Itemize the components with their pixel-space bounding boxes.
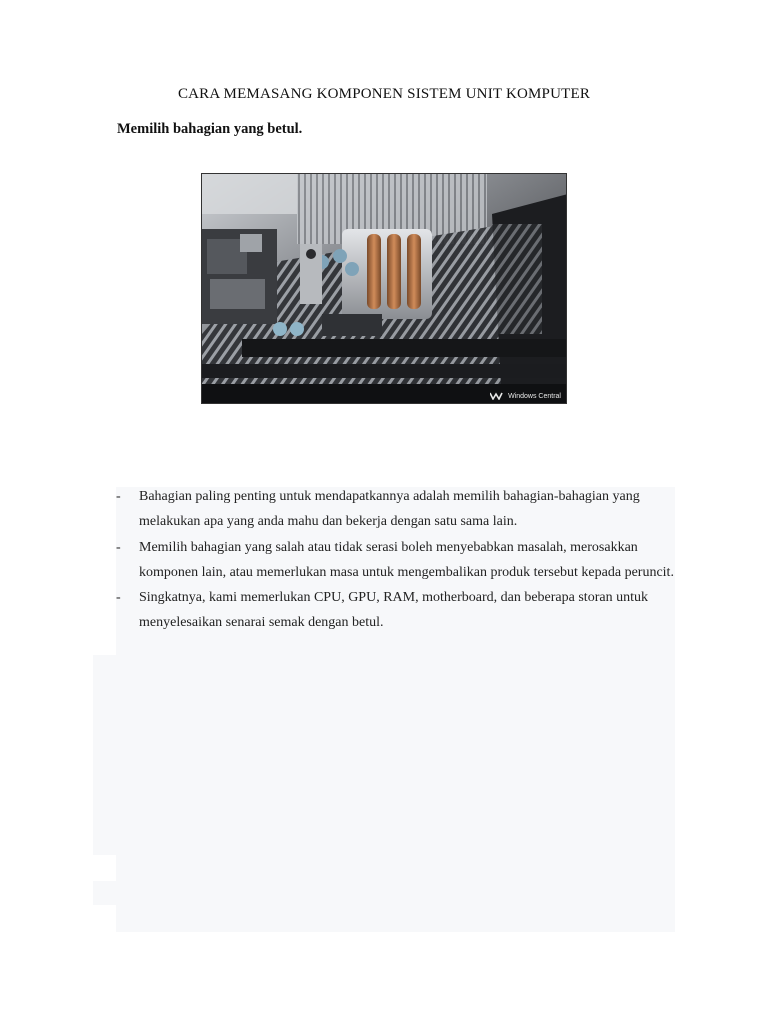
list-dash: - [116,539,121,555]
list-item [116,585,676,636]
document-title: CARA MEMASANG KOMPONEN SISTEM UNIT KOMPUTER [177,86,591,102]
list-item-text: Bahagian paling penting untuk mendapatkannya adalah memilih bahagian-bahagian yang melakukan apa yang anda mahu dan bekerja dengan satu sama lain. [139,489,640,530]
watermark-text: Windows Central [508,392,561,400]
list-item [116,484,676,535]
section-heading: Memilih bahagian yang betul. [117,121,303,137]
shaded-block-left [93,655,116,855]
windows-central-logo-icon [490,392,504,400]
list-dash: - [116,590,121,606]
list-item-text: Singkatnya, kami memerlukan CPU, GPU, RAM, motherboard, dan beberapa storan untuk menyelesaikan senarai semak dengan betul. [139,590,648,631]
motherboard-photo [201,173,567,404]
list-item-text: Memilih bahagian yang salah atau tidak serasi boleh menyebabkan masalah, merosakkan komponen lain, atau memerlukan masa untuk mengembalikan produk tersebut kepada peruncit. [139,539,674,580]
list-item [116,535,676,586]
motherboard-illustration [202,174,567,404]
shaded-block-left-small [93,881,116,905]
watermark [490,392,561,400]
bullet-list [116,484,676,636]
list-dash: - [116,489,121,504]
